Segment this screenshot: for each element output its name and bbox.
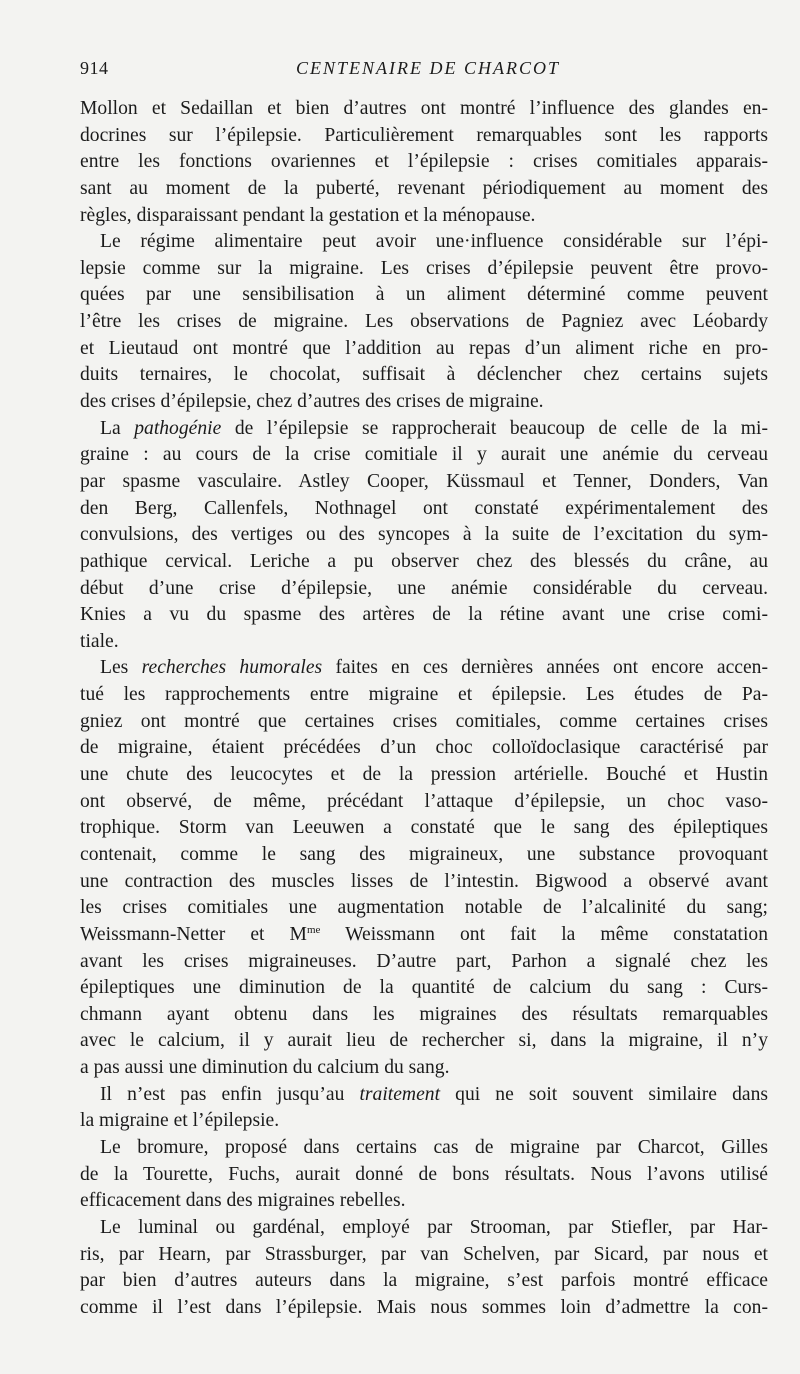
text-line: contenait, comme le sang des migraineux, une substance provoquant	[80, 843, 768, 865]
text-line: Knies a vu du spasme des artères de la rétine avant une crise comi-	[80, 604, 768, 626]
text-segment: Weissmann-Netter et M	[80, 923, 307, 945]
text-line: ris, par Hearn, par Strassburger, par van Schelven, par Sicard, par nous et	[80, 1243, 768, 1265]
text-segment: faites en ces dernières années ont encore accen-	[322, 657, 768, 679]
text-line: Le luminal ou gardénal, employé par Strooman, par Stiefler, par Har-	[100, 1216, 768, 1238]
text-line: par spasme vasculaire. Astley Cooper, Küssmaul et Tenner, Donders, Van	[80, 470, 768, 492]
text-line: règles, disparaissant pendant la gestation et la ménopause.	[80, 204, 536, 226]
text-line: Le bromure, proposé dans certains cas de migraine par Charcot, Gilles	[100, 1136, 768, 1158]
text-line: tiale.	[80, 630, 119, 652]
text-line: épileptiques une diminution de la quantité de calcium du sang : Curs-	[80, 977, 768, 999]
text-line	[80, 1082, 768, 1109]
page-header	[80, 58, 766, 88]
body-text	[80, 96, 768, 1321]
italic-term: pathogénie	[134, 417, 222, 439]
text-line: la migraine et l’épilepsie.	[80, 1110, 280, 1132]
text-line: duits ternaires, le chocolat, suffisait à déclencher chez certains sujets	[80, 364, 768, 386]
text-line: convulsions, des vertiges ou des syncopes à la suite de l’excitation du sym-	[80, 524, 768, 546]
text-line: chmann ayant obtenu dans les migraines des résultats remarquables	[80, 1003, 768, 1025]
text-line: ont observé, de même, précédant l’attaque d’épilepsie, un choc vaso-	[80, 790, 768, 812]
text-line: de la Tourette, Fuchs, aurait donné de bons résultats. Nous l’avons utilisé	[80, 1163, 768, 1185]
text-line: début d’une crise d’épilepsie, une anémie considérable du cerveau.	[80, 577, 768, 599]
text-line: une chute des leucocytes et de la pression artérielle. Bouché et Hustin	[80, 764, 768, 786]
text-line: l’être les crises de migraine. Les observations de Pagniez avec Léobardy	[80, 311, 768, 333]
text-segment: Il n’est pas enfin jusqu’au	[100, 1083, 360, 1105]
text-line: Mollon et Sedaillan et bien d’autres ont montré l’influence des glandes en-	[80, 98, 768, 119]
page-number: 914	[80, 58, 109, 78]
text-line: par bien d’autres auteurs dans la migraine, s’est parfois montré efficace	[80, 1270, 768, 1292]
text-line	[80, 655, 768, 682]
text-segment: de l’épilepsie se rapprocherait beaucoup de celle de la mi-	[221, 417, 768, 439]
text-line: a pas aussi une diminution du calcium du sang.	[80, 1057, 450, 1079]
text-line: quées par une sensibilisation à un aliment déterminé comme peuvent	[80, 284, 768, 306]
running-title: CENTENAIRE DE CHARCOT	[295, 58, 560, 78]
text-line: trophique. Storm van Leeuwen a constaté que le sang des épileptiques	[80, 817, 768, 839]
text-line: den Berg, Callenfels, Nothnagel ont constaté expérimentalement des	[80, 497, 768, 519]
text-segment: Les	[100, 657, 142, 679]
italic-term: recherches humorales	[141, 657, 323, 679]
text-line: pathique cervical. Leriche a pu observer chez des blessés du crâne, au	[80, 550, 768, 572]
text-line: gniez ont montré que certaines crises comitiales, comme certaines crises	[80, 710, 768, 732]
text-line: lepsie comme sur la migraine. Les crises d’épilepsie peuvent être provo-	[80, 257, 768, 279]
text-line	[80, 922, 768, 949]
text-line: et Lieutaud ont montré que l’addition au repas d’un aliment riche en pro-	[80, 337, 768, 359]
text-line: graine : au cours de la crise comitiale il y aurait une anémie du cerveau	[80, 444, 768, 466]
text-segment: La	[100, 417, 135, 439]
text-line: entre les fonctions ovariennes et l’épilepsie : crises comitiales apparais-	[80, 151, 768, 173]
text-segment: qui ne soit souvent similaire dans	[440, 1083, 768, 1105]
text-line: Le régime alimentaire peut avoir une·influence considérable sur l’épi-	[100, 231, 768, 253]
text-line: avant les crises migraineuses. D’autre part, Parhon a signalé chez les	[80, 950, 768, 972]
text-line: docrines sur l’épilepsie. Particulièrement remarquables sont les rapports	[80, 124, 768, 146]
text-line: avec le calcium, il y aurait lieu de rechercher si, dans la migraine, il n’y	[80, 1030, 768, 1052]
text-line: efficacement dans des migraines rebelles.	[80, 1190, 406, 1212]
text-line: des crises d’épilepsie, chez d’autres des crises de migraine.	[80, 391, 544, 413]
text-line	[80, 416, 768, 443]
text-line: une contraction des muscles lisses de l’intestin. Bigwood a observé avant	[80, 870, 768, 892]
text-line: les crises comitiales une augmentation notable de l’alcalinité du sang;	[80, 897, 768, 919]
text-line: de migraine, étaient précédées d’un choc colloïdoclasique caractérisé par	[80, 737, 768, 759]
superscript: me	[306, 923, 321, 936]
text-line: comme il l’est dans l’épilepsie. Mais nous sommes loin d’admettre la con-	[80, 1296, 768, 1318]
text-segment: Weissmann ont fait la même constatation	[320, 923, 768, 945]
text-line: sant au moment de la puberté, revenant périodiquement au moment des	[80, 177, 768, 199]
italic-term: traitement	[359, 1083, 441, 1105]
text-line: tué les rapprochements entre migraine et épilepsie. Les études de Pa-	[80, 684, 768, 706]
